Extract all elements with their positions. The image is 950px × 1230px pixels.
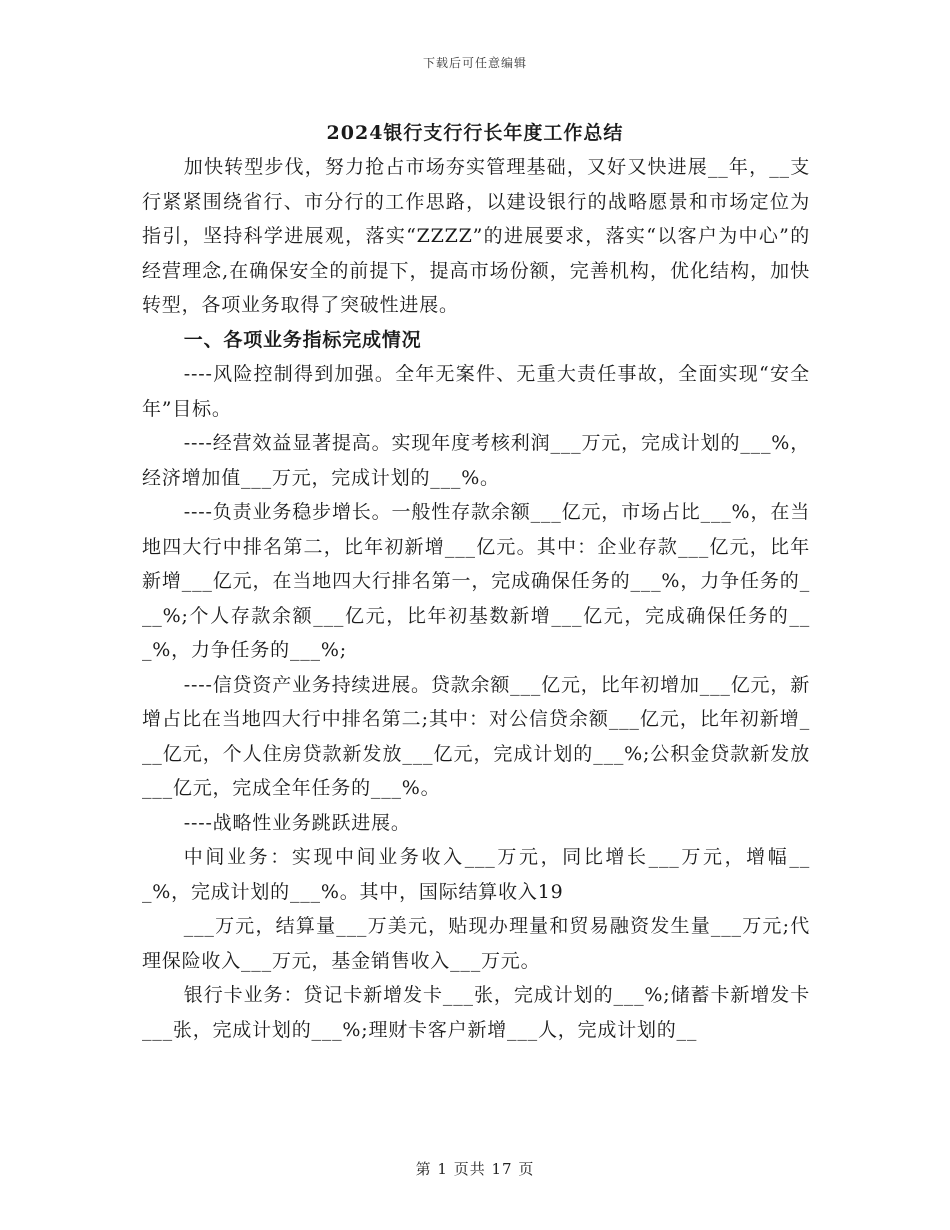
document-title: 2024银行支行行长年度工作总结 [326, 122, 624, 144]
intro-paragraph: 加快转型步伐，努力抢占市场夯实管理基础，又好又快进展__年，__支行紧紧围绕省行、市分行的工作思路，以建设银行的战略愿景和市场定位为指引，坚持科学进展观，落实“ZZZZ”的进展要求，落实“以客户为中心”的经营理念,在确保安全的前提下，提高市场份额，完善机构，优化结构，加快转型，各项业务取得了突破性进展。 [142, 156, 810, 316]
body-paragraph: ----负责业务稳步增长。一般性存款余额___亿元，市场占比___%，在当地四大行中排名第二，比年初新增___亿元。其中：企业存款___亿元，比年新增___亿元，在当地四大行排名第一，完成确保任务的___%，力争任务的___%;个人存款余额___亿元，比年初基数新增___亿元，完成确保任务的___%，力争任务的___%; [142, 501, 810, 661]
body-paragraph: ----经营效益显著提高。实现年度考核利润___万元，完成计划的___%，经济增加值___万元，完成计划的___%。 [142, 432, 810, 489]
body-paragraph: ___万元，结算量___万美元，贴现办理量和贸易融资发生量___万元;代理保险收入___万元，基金销售收入___万元。 [142, 915, 810, 972]
body-paragraph: ----风险控制得到加强。全年无案件、无重大责任事故，全面实现“安全年”目标。 [142, 363, 810, 420]
section-heading: 一、各项业务指标完成情况 [183, 328, 422, 351]
page-footer: 第 1 页共 17 页 [415, 1160, 535, 1178]
body-paragraph: ----信贷资产业务持续进展。贷款余额___亿元，比年初增加___亿元，新增占比在当地四大行中排名第二;其中：对公信贷余额___亿元，比年初新增___亿元，个人住房贷款新发放___亿元，完成计划的___%;公积金贷款新发放___亿元，完成全年任务的___%。 [142, 673, 810, 799]
body-paragraph: ----战略性业务跳跃进展。 [183, 811, 411, 834]
body-paragraph: 中间业务：实现中间业务收入___万元，同比增长___万元，增幅___%，完成计划的___%。其中，国际结算收入19 [142, 846, 810, 903]
header-note: 下载后可任意编辑 [422, 56, 527, 70]
document-body [142, 150, 810, 1047]
body-paragraph: 银行卡业务：贷记卡新增发卡___张，完成计划的___%;储蓄卡新增发卡___张，完成计划的___%;理财卡客户新增___人，完成计划的__ [142, 984, 810, 1041]
